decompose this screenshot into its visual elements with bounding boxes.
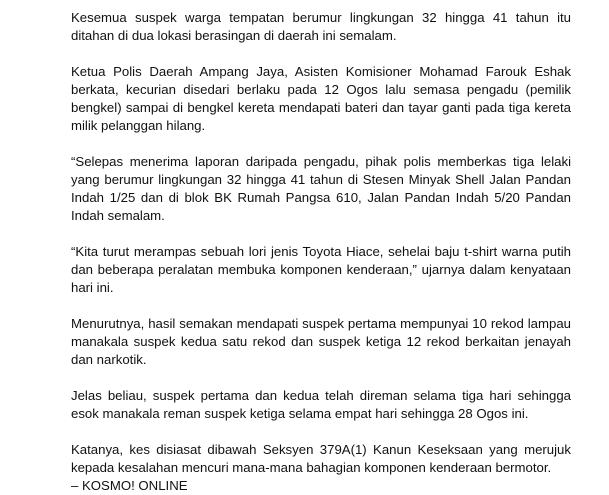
article-body bbox=[71, 0, 571, 495]
article-paragraph-2: Ketua Polis Daerah Ampang Jaya, Asisten Komisioner Mohamad Farouk Eshak berkata, kecurian disedari berlaku pada 12 Ogos lalu semasa pengadu (pemilik bengkel) sampai di bengkel kereta mendapati bateri dan tayar ganti pada tiga kereta milik pelanggan hilang. bbox=[71, 64, 571, 133]
article-paragraph-4: “Kita turut merampas sebuah lori jenis Toyota Hiace, sehelai baju t-shirt warna putih dan beberapa peralatan membuka komponen kenderaan,” ujarnya dalam kenyataan hari ini. bbox=[71, 244, 571, 295]
article-paragraph-1: Kesemua suspek warga tempatan berumur lingkungan 32 hingga 41 tahun itu ditahan di dua lokasi berasingan di daerah ini semalam. bbox=[71, 10, 571, 43]
article-paragraph-5: Menurutnya, hasil semakan mendapati suspek pertama mempunyai 10 rekod lampau manakala suspek kedua satu rekod dan suspek ketiga 12 rekod berkaitan jenayah dan narkotik. bbox=[71, 316, 571, 367]
article-source-credit: – KOSMO! ONLINE bbox=[71, 478, 188, 493]
article-paragraph-6: Jelas beliau, suspek pertama dan kedua telah direman selama tiga hari sehingga esok manakala reman suspek ketiga selama empat hari sehingga 28 Ogos ini. bbox=[71, 388, 571, 421]
article-paragraph-3: “Selepas menerima laporan daripada pengadu, pihak polis memberkas tiga lelaki yang berumur lingkungan 32 hingga 41 tahun di Stesen Minyak Shell Jalan Pandan Indah 1/25 dan di blok BK Rumah Pangsa 610, Jalan Pandan Indah 5/20 Pandan Indah semalam. bbox=[71, 154, 571, 223]
article-paragraph-7: Katanya, kes disiasat dibawah Seksyen 379A(1) Kanun Keseksaan yang merujuk kepada kesalahan mencuri mana-mana bahagian komponen kenderaan bermotor. bbox=[71, 442, 571, 475]
